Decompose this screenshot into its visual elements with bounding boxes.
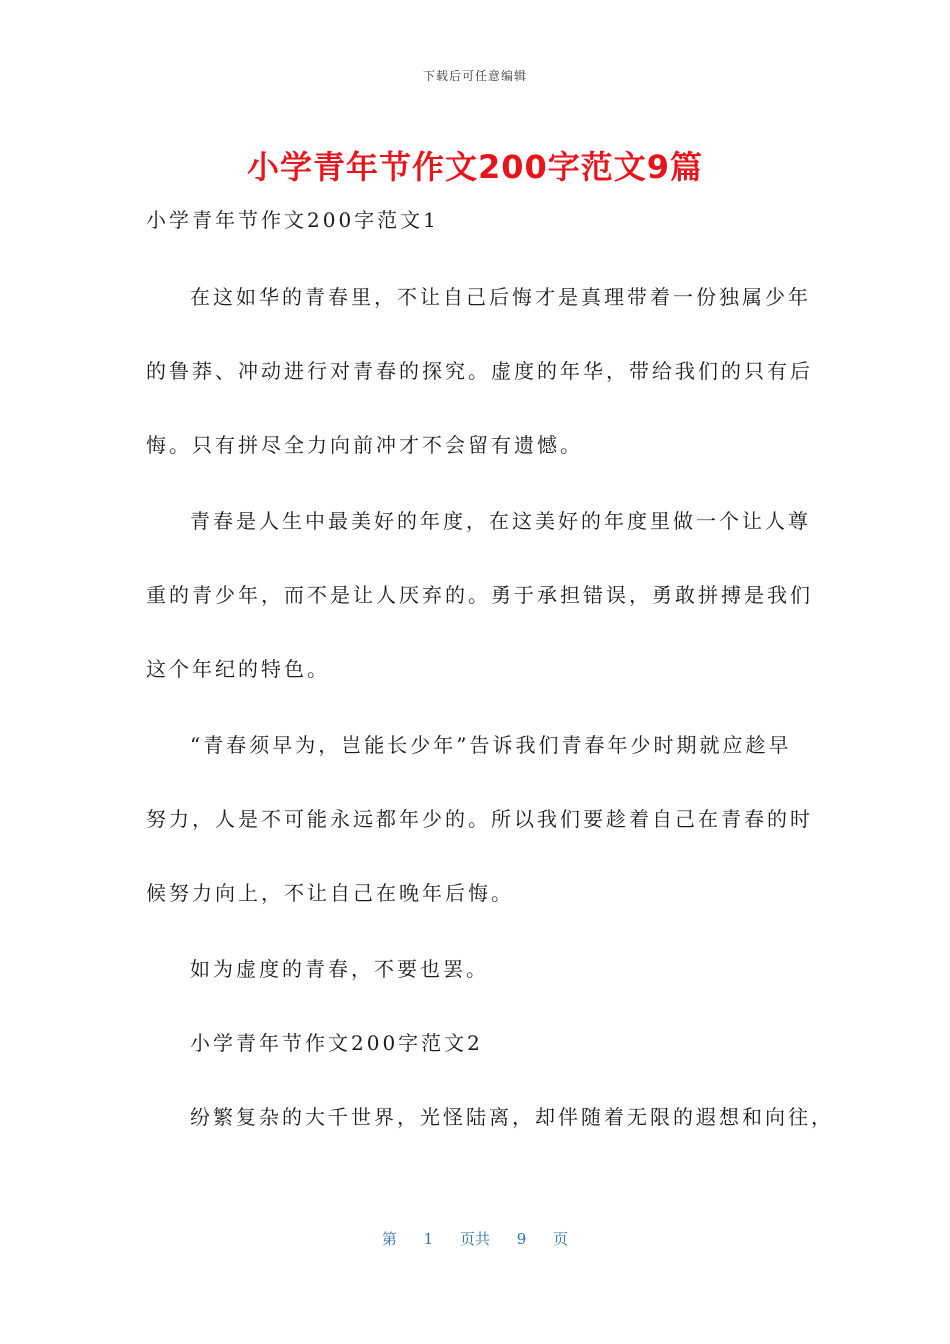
paragraph-line: 重的青少年，而不是让人厌弃的。勇于承担错误，勇敢拼搏是我们 [146,583,813,607]
paragraph-line: 青春是人生中最美好的年度，在这美好的年度里做一个让人尊 [190,509,811,533]
paragraph-line: “青春须早为，岂能长少年”告诉我们青春年少时期就应趁早 [190,733,792,757]
paragraph-line: 如为虚度的青春，不要也罢。 [190,957,489,981]
paragraph-line: 悔。只有拼尽全力向前冲才不会留有遗憾。 [146,433,583,457]
footer-current-page: 1 [423,1230,434,1248]
paragraph-line: 这个年纪的特色。 [146,657,330,681]
section-heading: 小学青年节作文200字范文2 [190,1031,483,1055]
footer-page-label: 第 [381,1230,397,1248]
download-note: 下载后可任意编辑 [422,69,527,83]
page-footer [0,1228,950,1249]
footer-total-label: 页共 [459,1230,490,1248]
document-title: 小学青年节作文200字范文9篇 [246,148,704,186]
section-heading: 小学青年节作文200字范文1 [146,208,439,232]
paragraph-line: 候努力向上，不让自己在晚年后悔。 [146,881,514,905]
paragraph-line: 在这如华的青春里，不让自己后悔才是真理带着一份独属少年 [190,285,811,309]
paragraph-line: 的鲁莽、冲动进行对青春的探究。虚度的年华，带给我们的只有后 [146,359,813,383]
footer-end-label: 页 [553,1230,569,1248]
paragraph-line: 努力，人是不可能永远都年少的。所以我们要趁着自己在青春的时 [146,807,813,831]
paragraph-line: 纷繁复杂的大千世界，光怪陆离，却伴随着无限的遐想和向往， [190,1105,834,1129]
footer-total-pages: 9 [516,1230,527,1248]
